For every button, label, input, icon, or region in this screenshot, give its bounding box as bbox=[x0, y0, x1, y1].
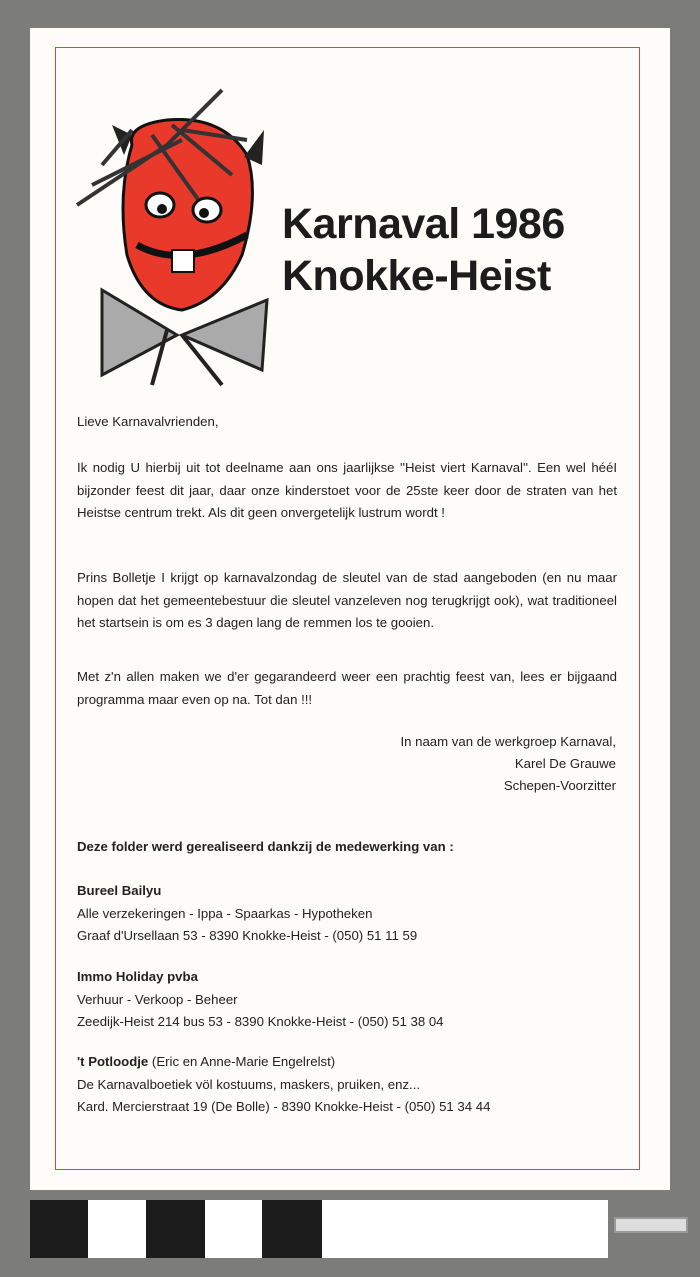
carnival-mascot-illustration bbox=[72, 85, 277, 390]
sponsor-address: Graaf d'Ursellaan 53 - 8390 Knokke-Heist - (050) 51 11 59 bbox=[77, 928, 418, 943]
sponsor-block bbox=[77, 1051, 617, 1119]
page-title bbox=[282, 198, 565, 302]
sponsor-name: 't Potloodje bbox=[77, 1054, 149, 1069]
sponsor-address: Zeedijk-Heist 214 bus 53 - 8390 Knokke-Heist - (050) 51 38 04 bbox=[77, 1014, 444, 1029]
sponsor-address: Kard. Mercierstraat 19 (De Bolle) - 8390 Knokke-Heist - (050) 51 34 44 bbox=[77, 1099, 491, 1114]
sponsor-description: Verhuur - Verkoop - Beheer bbox=[77, 991, 238, 1007]
calibration-black-patch bbox=[262, 1200, 322, 1258]
greeting: Lieve Karnavalvrienden, bbox=[77, 414, 219, 429]
calibration-white-patch bbox=[205, 1200, 262, 1258]
paragraph-2: Prins Bolletje I krijgt op karnavalzondag de sleutel van de stad aangeboden (en nu maar hopen dat het gemeentebestuur die sleutel vanzeleven nog terugkrijgt ook), wat traditioneel het startsein is om es 3 dagen lang de remmen los te gooien. bbox=[77, 570, 617, 630]
paragraph-1: Ik nodig U hierbij uit tot deelname aan ons jaarlijkse ''Heist viert Karnaval''. Een wel hééI bijzonder feest dit jaar, daar onze kinderstoet voor de 25ste keer door de straten van het Heistse centrum trekt. Als dit geen onvergetelijk lustrum wordt ! bbox=[77, 460, 617, 520]
calibration-white-strip bbox=[322, 1200, 608, 1258]
calibration-white-patch bbox=[88, 1200, 146, 1258]
sponsors-heading: Deze folder werd gerealiseerd dankzij de medewerking van : bbox=[77, 839, 454, 854]
sponsor-block bbox=[77, 966, 617, 1034]
title-line-1: Karnaval 1986 bbox=[282, 200, 565, 248]
calibration-black-patch bbox=[30, 1200, 88, 1258]
sponsor-description: Alle verzekeringen - Ippa - Spaarkas - Hypotheken bbox=[77, 905, 373, 921]
calibration-black-patch bbox=[146, 1200, 205, 1258]
paragraph-3: Met z'n allen maken we d'er gegarandeerd weer een prachtig feest van, lees er bijgaand programma maar even op na. Tot dan !!! bbox=[77, 669, 617, 707]
sponsor-block bbox=[77, 880, 617, 948]
sponsor-name: Bureel Bailyu bbox=[77, 883, 162, 898]
sponsor-extra: (Eric en Anne-Marie Engelrelst) bbox=[148, 1054, 336, 1069]
signature-name: Karel De Grauwe bbox=[514, 756, 616, 771]
signature-role: Schepen-Voorzitter bbox=[503, 778, 616, 793]
sponsor-description: De Karnavalboetiek völ kostuums, maskers, pruiken, enz... bbox=[77, 1076, 421, 1092]
sponsor-name: Immo Holiday pvba bbox=[77, 969, 198, 984]
signature-line-1: In naam van de werkgroep Karnaval, bbox=[400, 734, 616, 749]
title-line-2: Knokke-Heist bbox=[282, 252, 551, 300]
archive-label bbox=[614, 1217, 688, 1233]
